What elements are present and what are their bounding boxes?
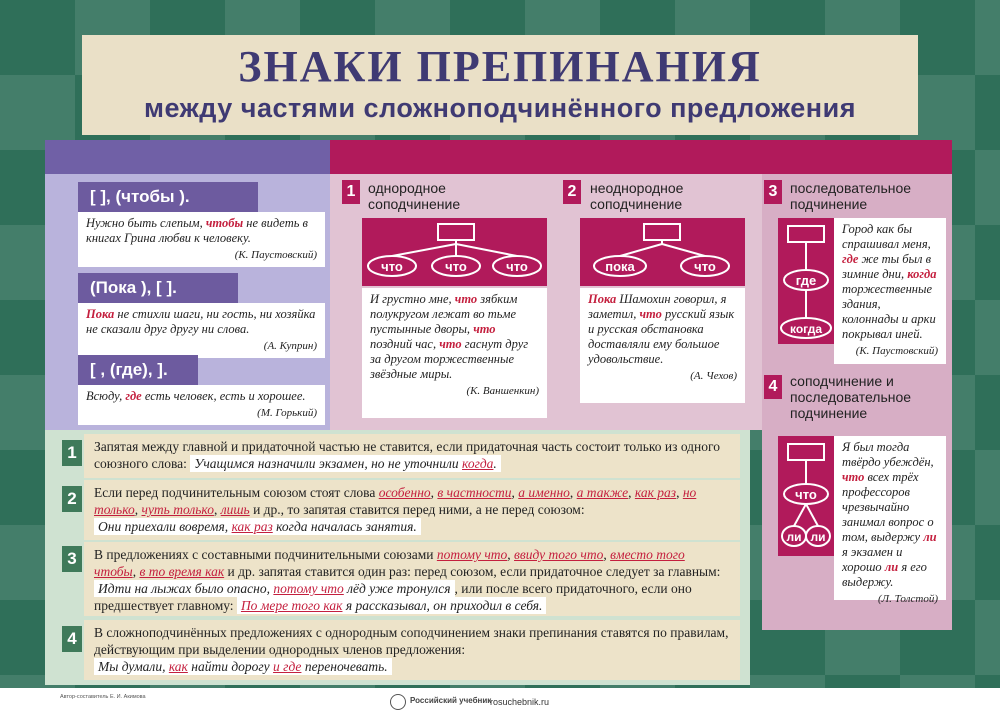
- column-heading: соподчинение и последовательное подчинение: [790, 373, 912, 421]
- column-number: 4: [764, 375, 782, 399]
- diagram-label: что: [506, 259, 528, 274]
- highlight: вместо того чтобы: [94, 547, 685, 579]
- diagram-label: что: [694, 259, 716, 274]
- example-text: Я был тогда твёрдо убеждён,: [842, 440, 934, 469]
- diagram-combined: [778, 436, 834, 556]
- column-example: [580, 288, 745, 403]
- column-heading: однородное соподчинение: [368, 180, 461, 212]
- diagram-svg: [362, 218, 547, 286]
- conjunction: ли: [923, 530, 937, 544]
- highlight: особенно: [378, 485, 431, 500]
- rule-example: [94, 518, 421, 535]
- diagram-svg: [580, 218, 745, 286]
- diagram-svg: [778, 436, 834, 556]
- diagram-label: что: [381, 259, 403, 274]
- column-number: 1: [342, 180, 360, 204]
- author: (М. Горький): [257, 407, 317, 419]
- rule-3: В предложениях с составными подчинительными союзами потому что, ввиду того что, вместо того чтобы, в то время как и др. запятая ставится один раз: перед союзом, если придаточное следует за главным: Идти на лыжах было опасно, потому что лёд уже тронулся , или после всего придаточного, если оно предшествует главному: По мере того как я рассказывал, он приходил в себя.: [84, 542, 740, 616]
- footer-credits: Автор-составитель Е. И. Акимова: [60, 694, 146, 700]
- author: (К. Паустовский): [234, 249, 317, 261]
- example-text: Нужно быть слепым,: [86, 216, 206, 230]
- example-text: русский язык и русская обстановка доставляли ему большое удовольствие.: [588, 307, 735, 366]
- rule-text: В предложениях с составными подчинительными союзами: [94, 547, 437, 562]
- example-text: переночевать.: [301, 659, 388, 674]
- highlight: а именно: [518, 485, 570, 500]
- conjunction: Пока: [588, 292, 617, 306]
- example-box: [78, 303, 325, 358]
- main-clause-box: [644, 224, 680, 240]
- diagram-label: ли: [786, 530, 802, 544]
- publisher-logo-icon: [390, 694, 406, 710]
- scheme-label: (Пока ), [ ].: [78, 273, 238, 303]
- example-text: же ты был в зимние дни,: [842, 252, 932, 281]
- rule-text: и др. запятая ставится один раз: перед союзом, если придаточное следует за главным:: [224, 564, 721, 579]
- main-clause-box: [788, 226, 824, 242]
- example-text: торжественные здания, колоннады и арки покрывал иней.: [842, 282, 936, 341]
- footer: [0, 688, 1000, 716]
- conjunction: ли: [884, 560, 899, 574]
- page-subtitle: между частями сложноподчинённого предложения: [144, 93, 856, 123]
- rule-text: Запятая между главной и придаточной частью не ставится, если придаточная часть состоит только из одного союзного слова:: [94, 439, 720, 471]
- example-text: поздний час,: [370, 337, 440, 351]
- author: (А. Чехов): [690, 370, 737, 382]
- highlight: потому что: [436, 547, 508, 562]
- example-text: Всюду,: [86, 389, 126, 403]
- conjunction: что: [842, 470, 865, 484]
- maroon-band: [330, 140, 920, 174]
- example-text: И грустно мне,: [370, 292, 455, 306]
- example-text: зябким полукругом лежат во тьме пустынные дворы,: [370, 292, 518, 336]
- author: (А. Куприн): [263, 340, 317, 352]
- highlight: как: [168, 659, 188, 674]
- example-text: гаснут друг за другом торжественные звёздные миры.: [370, 337, 529, 381]
- highlight: но только: [94, 485, 697, 517]
- example-text: всех трёх профессоров чрезвычайно занимал вопрос о том, выдержу: [842, 470, 934, 544]
- example-text: есть человек, есть и хорошее.: [141, 389, 306, 403]
- diagram-label: ли: [810, 530, 826, 544]
- highlight: как раз: [634, 485, 677, 500]
- scheme-label: [ ], (чтобы ).: [78, 182, 258, 212]
- example-text: Они приехали вовремя,: [98, 519, 232, 534]
- diagram-label: где: [795, 273, 817, 288]
- highlight: когда: [462, 456, 494, 471]
- highlight: как раз: [231, 519, 273, 534]
- page-title: ЗНАКИ ПРЕПИНАНИЯ: [238, 42, 762, 91]
- example-text: Город как бы спрашивал меня,: [842, 222, 931, 251]
- conjunction: что: [439, 337, 462, 351]
- highlight: и где: [273, 659, 302, 674]
- example-text: лёд уже тронулся: [343, 581, 451, 596]
- column-heading: неоднородное соподчинение: [590, 180, 684, 212]
- rule-text: и др., то запятая ставится перед ними, а не перед союзом:: [249, 502, 585, 517]
- highlight: По мере того как: [240, 598, 343, 613]
- rule-number: 1: [62, 440, 82, 466]
- highlight: потому что: [273, 581, 344, 596]
- example-text: не видеть в книгах Грина любви к человеку.: [86, 216, 308, 245]
- main-clause-box: [438, 224, 474, 240]
- conjunction: где: [125, 389, 142, 403]
- example-text: я его выдержу.: [842, 560, 927, 589]
- column-number: 2: [563, 180, 581, 204]
- rule-example: [94, 580, 455, 597]
- diagram-heterogeneous: [580, 218, 745, 286]
- author: (К. Ваншенкин): [466, 385, 539, 397]
- diagram-label: что: [445, 259, 467, 274]
- rule-number: 4: [62, 626, 82, 652]
- example-text: .: [493, 456, 497, 471]
- rule-2: Если перед подчинительным союзом стоят слова особенно, в частности, а именно, а также, как раз, но только, чуть только, лишь и др., то запятая ставится перед ними, а не перед союзом: Они приехали вовремя, как раз когда началась занятия.: [84, 480, 740, 540]
- diagram-label: когда: [789, 322, 823, 336]
- highlight: а также: [576, 485, 629, 500]
- diagram-sequential: [778, 218, 834, 344]
- column-heading: последовательное подчинение: [790, 180, 912, 212]
- rule-4: [84, 620, 740, 680]
- highlight: в то время как: [139, 564, 225, 579]
- highlight: лишь: [220, 502, 250, 517]
- conjunction: когда: [907, 267, 937, 281]
- example-text: когда началась занятия.: [272, 519, 417, 534]
- author: (К. Паустовский): [855, 345, 938, 357]
- conjunction: Пока: [86, 307, 115, 321]
- example-text: Идти на лыжах было опасно,: [98, 581, 274, 596]
- scheme-label: [ , (где), ].: [78, 355, 198, 385]
- highlight: ввиду того что: [514, 547, 604, 562]
- rule-example: [94, 658, 392, 675]
- right-band: [918, 140, 952, 174]
- example-box: [78, 212, 325, 267]
- diagram-label: пока: [605, 259, 635, 274]
- conjunction: что: [454, 292, 478, 306]
- diagram-label: что: [795, 487, 817, 502]
- rule-text: В сложноподчинённых предложениях с однородным соподчинением знаки препинания ставятся по правилам, действующим при выделении однородных членов предложения:: [94, 625, 729, 657]
- example-text: я рассказывал, он приходил в себя.: [342, 598, 543, 613]
- diagram-homogeneous: [362, 218, 547, 286]
- example-box: [78, 385, 325, 425]
- column-example: [834, 218, 946, 364]
- example-text: не стихли шаги, ни гость, ни хозяйка не сказали друг другу ни слова.: [86, 307, 316, 336]
- footer-publisher: Российский учебник: [410, 696, 492, 705]
- title-band: [82, 35, 918, 135]
- rule-1: [84, 434, 740, 478]
- rule-number: 3: [62, 546, 82, 572]
- pattern-block-1: [78, 182, 325, 267]
- column-number: 3: [764, 180, 782, 204]
- example-text: Шамохин говорил, я заметил,: [588, 292, 727, 321]
- highlight: чуть только: [141, 502, 214, 517]
- rule-text: Если перед подчинительным союзом стоят слова: [94, 485, 379, 500]
- diagram-svg: [778, 218, 834, 344]
- column-example: [362, 288, 547, 418]
- pattern-block-2: [78, 273, 325, 358]
- rule-number: 2: [62, 486, 82, 512]
- conjunction: что: [473, 322, 496, 336]
- rule-example: [190, 455, 501, 472]
- highlight: в частности: [437, 485, 512, 500]
- author: (Л. Толстой): [878, 593, 938, 605]
- column-example: [834, 436, 946, 605]
- example-text: Учащимся назначили экзамен, но не уточнили: [194, 456, 463, 471]
- example-text: я экзамен и хорошо: [842, 545, 903, 574]
- example-text: найти дорогу: [187, 659, 274, 674]
- rule-text: , или после всего придаточного, если оно предшествует главному:: [94, 581, 692, 613]
- left-tab: [45, 140, 330, 174]
- conjunction: что: [639, 307, 662, 321]
- conjunction: чтобы: [205, 216, 244, 230]
- pattern-block-3: [78, 355, 325, 425]
- conjunction: где: [842, 252, 859, 266]
- rule-example: [237, 597, 546, 614]
- example-text: Мы думали,: [98, 659, 169, 674]
- main-clause-box: [788, 444, 824, 460]
- footer-site[interactable]: rosuchebnik.ru: [490, 697, 550, 707]
